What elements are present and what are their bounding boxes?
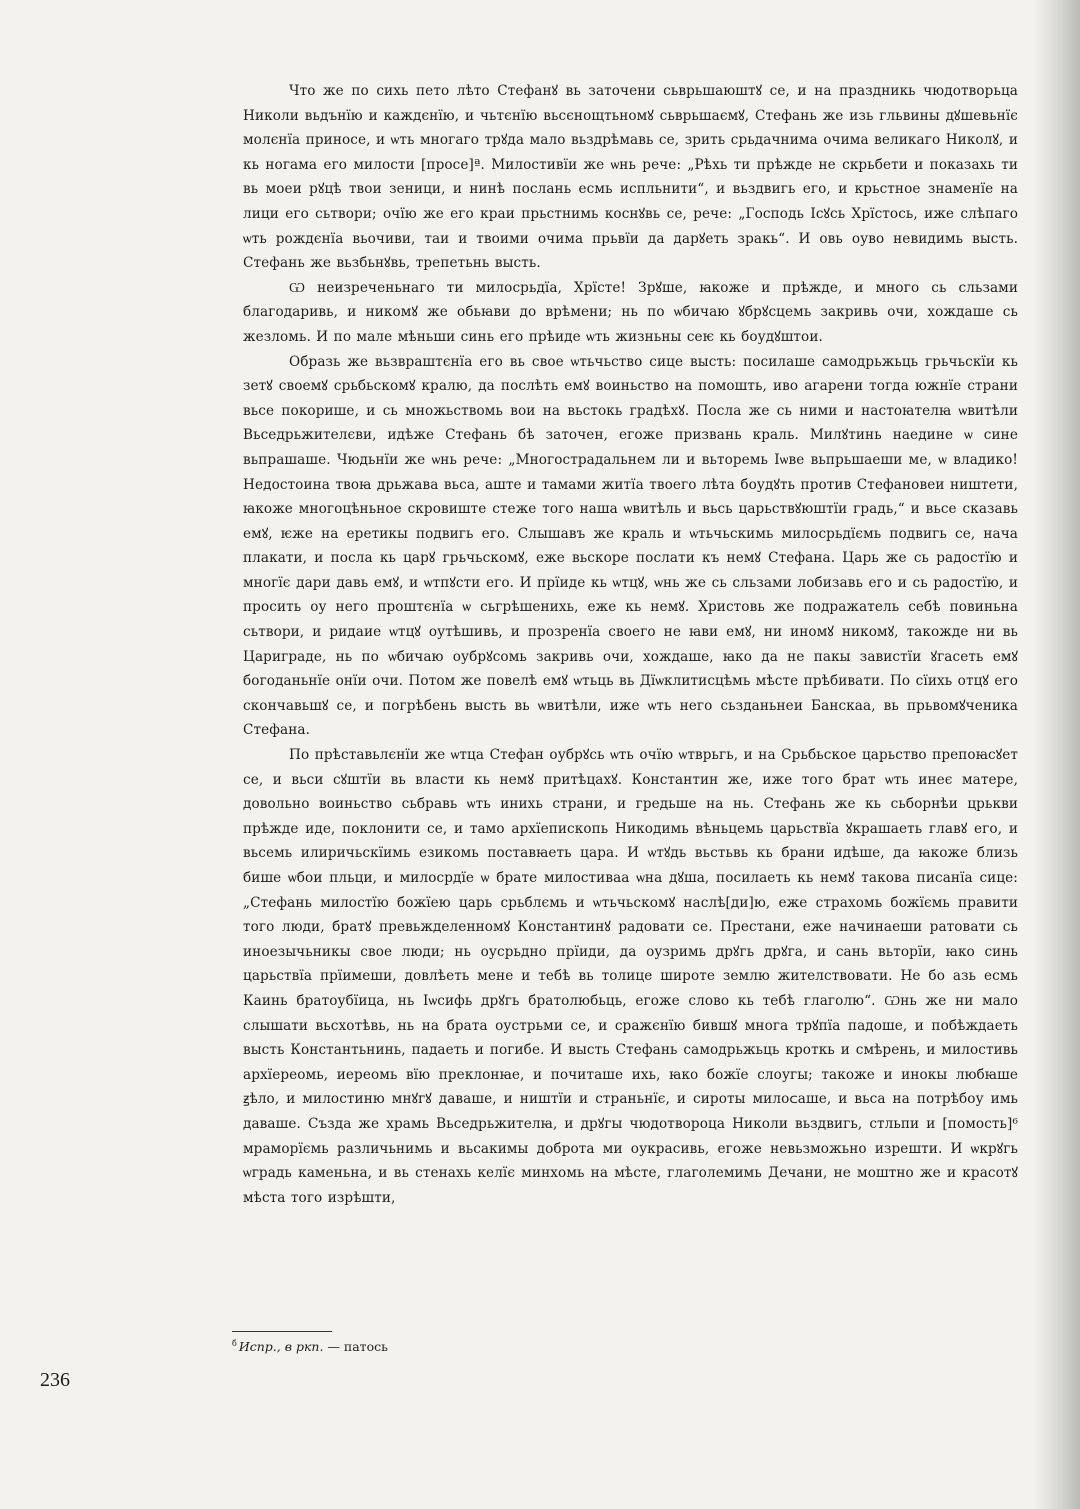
- paragraph-3: Образь же вьзвраштєнїа его вь свое ѡтьчьство сице высть: посилаше самодрьжьць грьчьскїи кь зетꙋ своемꙋ срьбьскомꙋ кралю, да послѣть емꙋ воиньство на помошть, иво агарени тогда южнїе страни вьсе покорише, и сь множьствомь вои на вьстокь градѣхꙋ. Посла же сь ними и настоꙗтелꙗ ѡвитѣли Вьседрьжителєви, идѣже Стефань бѣ заточен, егоже призвань краль. Милꙋтинь наедине ѡ сине вьпрашаше. Чюдьнїи же ѡнь рече: „Многострадальнем ли и вьторемь Iѡве вьпрьшаеши ме, ѡ владико! Недостоина твоꙗ дрьжава вьса, аште и тамами житїа твоего лѣта боудꙋть против Стефановеи ништети, ꙗкоже многоцѣньное скровиште стеже того наша ѡвитѣль и вьсь царьствꙋюштїи градь,“ и вьсе сказавь емꙋ, ѥже на еретикы подвигь его. Слышавъ же краль и ѡтьчьскимь милосрьдїємь подвигь се, нача плакати, и посла кь царꙋ грьчьскомꙋ, еже вьскоре послати къ немꙋ Стефана. Царь же сь радостїю и многїє дари давь емꙋ, и ѡтпꙋсти его. И прїиде кь ѡтцꙋ, ѡнь же сь сльзами лобизавь его и сь радостїю, и просить оу него проштєнїа ѡ сьгрѣшенихь, еже кь немꙋ. Христовь же подражатель себѣ повиньна сьтвори, и ридаие ѡтцꙋ оутѣшивь, и прозренїа своего не ꙗви емꙋ, ни иномꙋ никомꙋ, такожде ни вь Цариграде, нь по ѡбичаю оубрꙋсомь закривь очи, хождаше, ꙗко да не пакы завистїи ꙋгасеть емꙋ богоданьнїе онїи очи. Потом же повелѣ емꙋ ѡтьць вь Дїѡклитисцѣмь мѣсте прѣбивати. По сїихь отцꙋ его скончавьшꙋ се, и погрѣбень высть вь ѡвитѣли, иже ѡть него сьзданьнеи Банскаа, вь прьвомꙋченика Стефана.: [243, 353, 1018, 739]
- footnote-mark: б: [232, 1339, 237, 1348]
- footnote-text: — патось: [323, 1339, 388, 1355]
- page-edge-shadow: [1034, 0, 1080, 1509]
- footnote: [232, 1336, 388, 1355]
- main-text: [243, 79, 1018, 1210]
- footnote-divider: [232, 1331, 332, 1332]
- footnote-italic-text: Испр., в ркп.: [238, 1339, 324, 1355]
- paragraph-2: Ѡ неизреченьнаго ти милосрьдїа, Хрїсте! Зрꙋше, ꙗкоже и прѣжде, и много сь сльзами благодаривь, и никомꙋ же обьꙗви до врѣмени; нь по ѡбичаю ꙋбрꙋсцемь закривь очи, хождаше сь жезломь. И по мале мѣньши синь его прѣиде ѡть жизньны сеѥ кь боудꙋштои.: [243, 279, 1018, 345]
- paragraph-4: По прѣставьлєнїи же ѡтца Стефан оубрꙋсь ѡть очїю ѡтврьгь, и на Срьбьское царьство препоꙗсꙋет се, и вьси сꙋштїи вь власти кь немꙋ притѣцахꙋ. Константин же, иже того брат ѡть инеє матере, довольно воиньство сьбравь ѡть инихь страни, и гредьше на нь. Стефань же кь сьборнѣи црькви прѣжде иде, поклонити се, и тамо архїепископь Никодимь вѣньцемь царьствїа ꙋкрашаеть главꙋ его, и вьсемь илиричьскїимь езикомь поставꙗеть цара. И ѡтꙋдь вьстьвь кь брани идѣше, да ꙗкоже близь бише ѡбои пльци, и милосрдїе ѡ брате милостиваа ѡна дꙋша, посилаеть кь немꙋ такова писанїа сице: „Стефань милостїю божїею царь срьблємь и ѡтьчьскомꙋ наслѣ[ди]ю, еже страхомь божїємь правити того люди, братꙋ превьжделенномꙋ Константинꙋ радовати се. Престани, еже начинаеши ратовати сь иноезычьникы свое люди; нь оусрьдно прїиди, да оузримь дрꙋгь дрꙋга, и сань вьторїи, ꙗко синь царьствїа прїимеши, довлѣеть мене и тебѣ вь толице широте землю жителствовати. Не бо азь есмь Каинь братоубїица, нь Iѡсифь дрꙋгь братолюбьць, егоже слово кь тебѣ глаголю“. Ѡнь же ни мало слышати вьсхотѣвь, нь на брата оустрьми се, и сражєнїю бившꙋ многа трꙋпїа падоше, и побѣждаеть высть Константьнинь, падаеть и погибе. И высть Стефань самодрьжьць кроткь и смѣрень, и милостивь архїереомь, иереомь вїю преклонꙗе, и почиташе ихь, ꙗко божїе слоугы; такоже и инокы любꙗше ꙃѣло, и милостиню мнꙋгꙋ даваше, и ништїи и страньнїє, и сироты милоᲃаше, и вьса на потрѣбоу имь даваше. Създа же храмь Вьседрьжителꙗ, и дрꙋгы чюдотвороца Николи вьздвигь, стльпи и [помость]⁶ мраморїємь различьнимь и вьсакимы доброта ми оукрасивь, егоже невьзможьно изрешти. И ѡкрꙋгь ѡградь каменьна, и вь стенахь келїє минхомь на мѣсте, глаголемимь Дечани, не моштно же и красотꙋ мѣста того изрѣшти,: [243, 747, 1018, 1206]
- paragraph-1: Что же по сихь пето лѣто Стефанꙋ вь заточени сьврьшаюштꙋ се, и на праздникь чюдотворьца Николи вьдънїю и каждєнїю, и чьтєнїю вьсєнощтьномꙋ сьврьшаємꙋ, Стефань же изь гльвины дꙋшевьнїє молєнїа приносе, и ѡть многаго трꙋда мало вьздрѣмавь се, зрить срьдачнима очима великаго Николꙋ, и кь ногама его милости [просе]ª. Милостивїи же ѡнь рече: „Рѣхь ти прѣжде не скрьбети и показахь ти вь моеи рꙋцѣ твои зеници, и нинѣ послань есмь испльнити“, и вьздвигь его, и крьстное знаменїе на лици его сьтвори; очїю же его краи прьстнимь коснꙋвь се, рече: „Господь Iсꙋсь Хрїстось, иже слѣпаго ѡть рождєнїа вьочиви, таи и твоими очима прьвїи да дарꙋеть зракь“. И овь оуво невидимь высть. Стефань же вьзбьнꙋвь, трепетьнь высть.: [243, 83, 1018, 272]
- page-number: 236: [40, 1369, 70, 1391]
